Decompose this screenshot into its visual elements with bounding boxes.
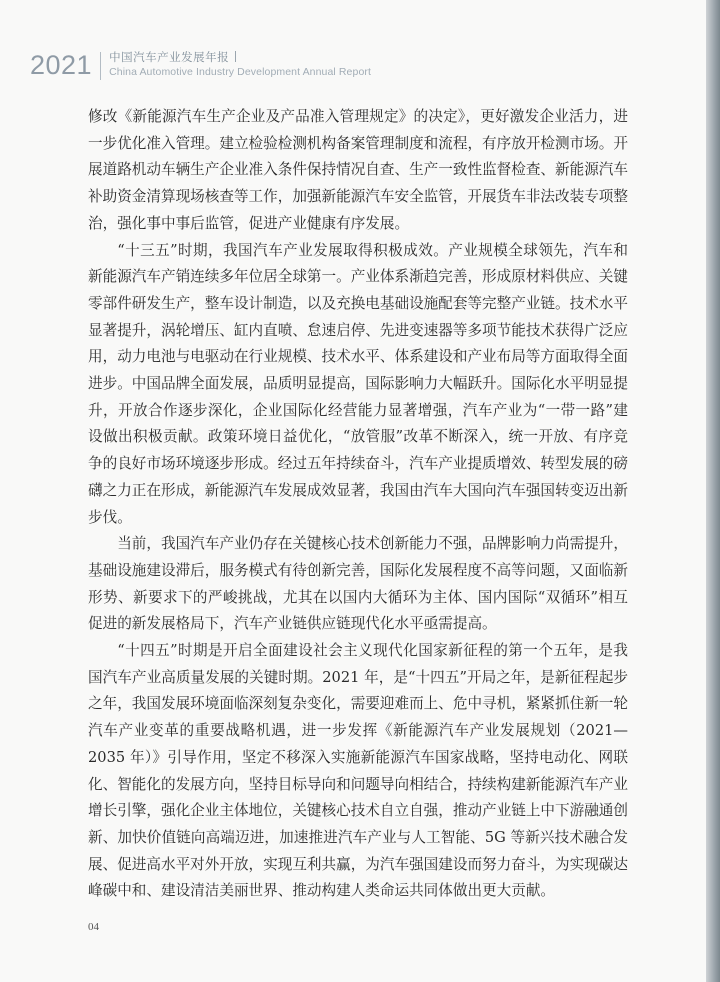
paragraph-2: “十三五”时期，我国汽车产业发展取得积极成效。产业规模全球领先，汽车和新能源汽车产销连续多年位居全球第一。产业体系渐趋完善，形成原材料供应、关键零部件研发生产，整车设计制造，以及充换电基础设施配套等完整产业链。技术水平显著提升，涡轮增压、缸内直喷、怠速启停、先进变速器等多项节能技术获得广泛应用，动力电池与电驱动在行业规模、技术水平、体系建设和产业布局等方面取得全面进步。中国品牌全面发展，品质明显提高，国际影响力大幅跃升。国际化水平明显提升，开放合作逐步深化，企业国际化经营能力显著增强，汽车产业为“一带一路”建设做出积极贡献。政策环境日益优化，“放管服”改革不断深入，统一开放、有序竞争的良好市场环境逐步形成。经过五年持续奋斗，汽车产业提质增效、转型发展的磅礴之力正在形成，新能源汽车发展成效显著，我国由汽车大国向汽车强国转变迈出新步伐。	[88, 241, 628, 526]
paragraph-4: “十四五”时期是开启全面建设社会主义现代化国家新征程的第一个五年，是我国汽车产业高质量发展的关键时期。2021 年，是“十四五”开局之年，是新征程起步之年，我国发展环境面临深刻复杂变化，需要迎难而上、危中寻机，紧紧抓住新一轮汽车产业变革的重要战略机遇，进一步发挥《新能源汽车产业发展规划（2021—2035 年）》引导作用，坚定不移深入实施新能源汽车国家战略，坚持电动化、网联化、智能化的发展方向，坚持目标导向和问题导向相结合，持续构建新能源汽车产业增长引擎，强化企业主体地位，关键核心技术自立自强，推动产业链上中下游融通创新、加快价值链向高端迈进，加速推进汽车产业与人工智能、5G 等新兴技术融合发展、促进高水平对外开放，实现互利共赢，为汽车强国建设而努力奋斗，为实现碳达峰碳中和、建设清洁美丽世界、推动构建人类命运共同体做出更大贡献。	[88, 642, 628, 900]
header-year: 2021	[30, 50, 93, 80]
paragraph-3: 当前，我国汽车产业仍存在关键核心技术创新能力不强，品牌影响力尚需提升，基础设施建设滞后，服务模式有待创新完善，国际化发展程度不高等问题，又面临新形势、新要求下的严峻挑战，尤其在以国内大循环为主体、国内国际“双循环”相互促进的新发展格局下，汽车产业链供应链现代化水平亟需提高。	[88, 535, 628, 633]
page-header	[30, 50, 371, 80]
header-titles	[109, 50, 371, 79]
body-text	[88, 104, 628, 905]
page-number: 04	[88, 921, 99, 933]
header-title-bar	[235, 51, 236, 62]
header-title-en: China Automotive Industry Development Annual Report	[109, 66, 371, 78]
page-edge-strip	[706, 0, 720, 982]
paragraph-1: 修改《新能源汽车生产企业及产品准入管理规定》的决定》，更好激发企业活力，进一步优化准入管理。建立检验检测机构备案管理制度和流程，有序放开检测市场。开展道路机动车辆生产企业准入条件保持情况自查、生产一致性监督检查、新能源汽车补助资金清算现场核查等工作，加强新能源汽车安全监管，开展货车非法改装专项整治，强化事中事后监管，促进产业健康有序发展。	[88, 108, 628, 232]
header-divider	[100, 52, 101, 80]
header-title-cn: 中国汽车产业发展年报	[109, 50, 230, 64]
